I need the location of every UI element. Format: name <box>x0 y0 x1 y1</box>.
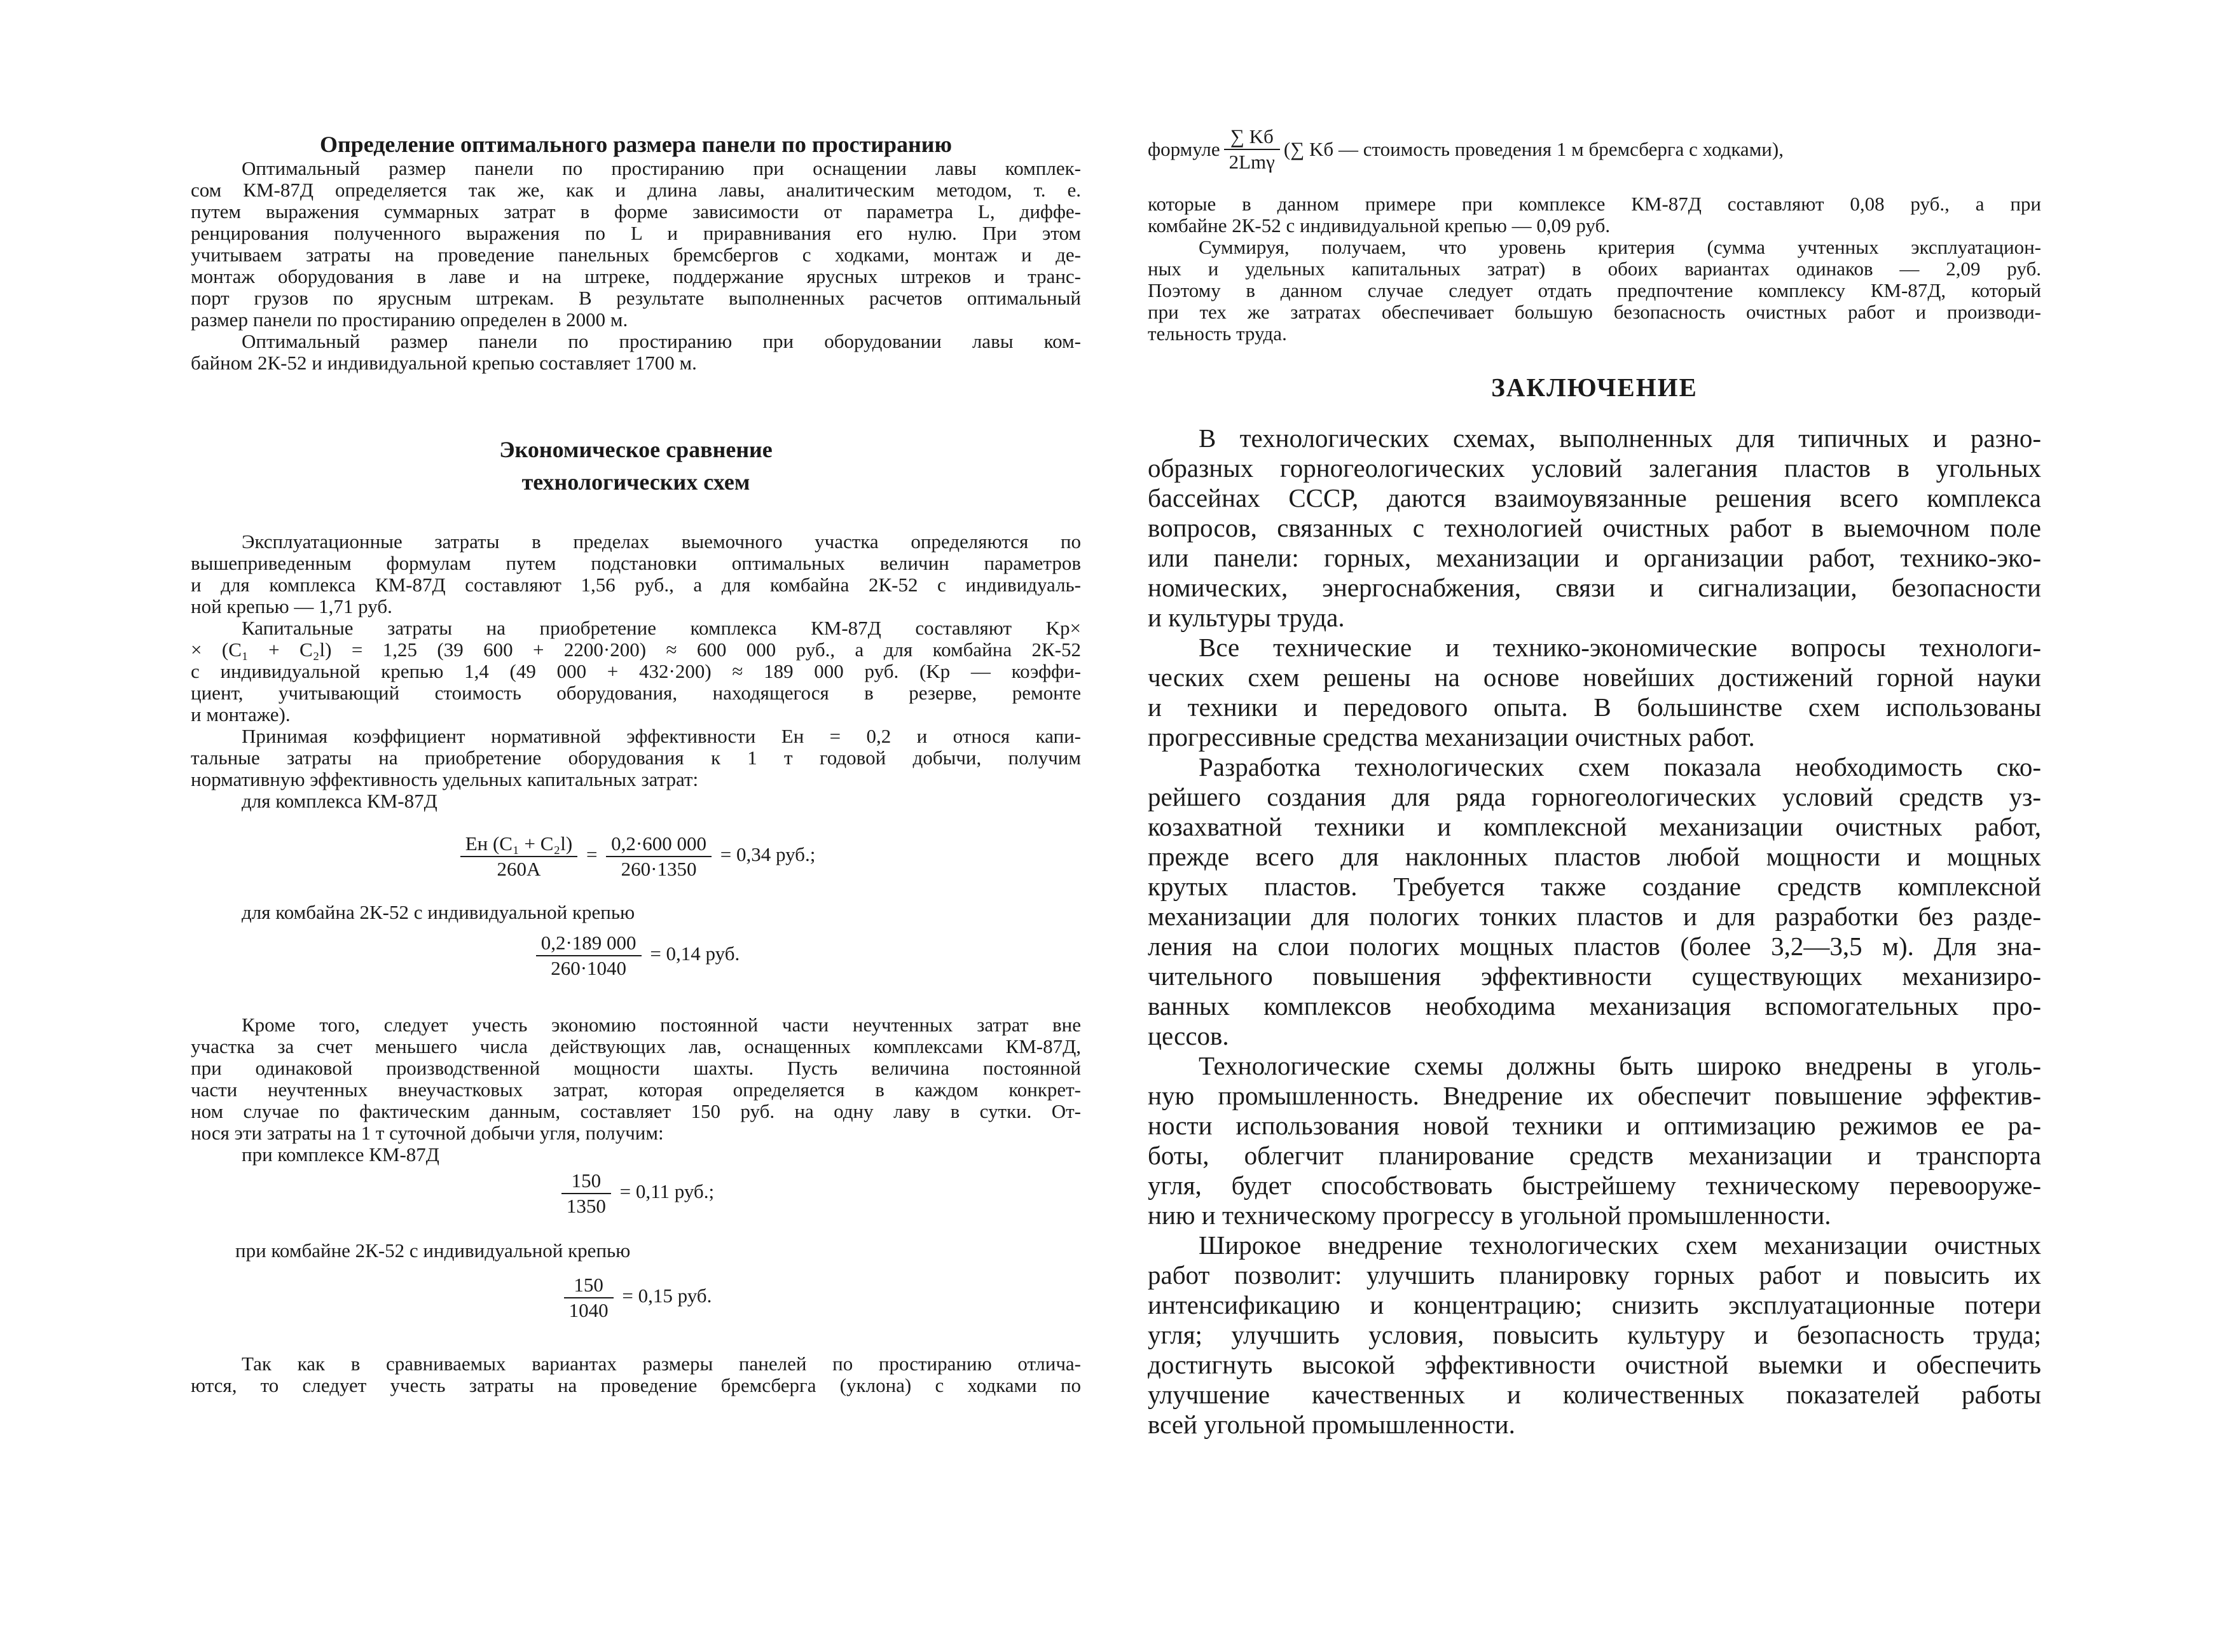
text-line: ной крепью — 1,71 руб. <box>191 595 392 617</box>
text-line: Разработка технологических схем показала необходимость ско- <box>1199 752 2041 781</box>
text-line: ренцирования полученного выражения по L и приравнивания его нулю. При этом <box>191 222 1081 244</box>
formula-prefix: формуле <box>1148 138 1220 160</box>
formula-2-label: для комбайна 2К-52 с индивидуальной крепью <box>242 901 635 923</box>
text-line: улучшение качественных и количественных показателей работы <box>1148 1380 2041 1409</box>
formula-4-result: = 0,15 руб. <box>622 1284 712 1307</box>
formula-bremsberg-numerator: ∑ Kб <box>1224 126 1280 150</box>
formula-1-denominator-values: 260·1350 <box>621 858 697 880</box>
formula-3-denominator: 1350 <box>566 1195 606 1217</box>
text-line: Эксплуатационные затраты в пределах выемочного участка определяются по <box>242 530 1081 553</box>
text-line: Поэтому в данном случае следует отдать предпочтение комплексу КМ-87Д, который <box>1148 279 2041 301</box>
conclusion-title: ЗАКЛЮЧЕНИЕ <box>1491 373 1698 402</box>
text-line: интенсификацию и концентрацию; снизить эксплуатационные потери <box>1148 1290 2041 1319</box>
text-line: козахватной техники и комплексной механизации очистных работ, <box>1148 812 2041 841</box>
text-line: образных горногеологических условий залегания пластов в угольных <box>1148 453 2041 483</box>
text-line: Кроме того, следует учесть экономию постоянной части неучтенных затрат вне <box>242 1014 1081 1036</box>
text-line: боты, облегчит планирование средств механизации и транспорта <box>1148 1141 2041 1170</box>
text-line: ных и удельных капитальных затрат) в обоих вариантах одинаков — 2,09 руб. <box>1148 258 2041 280</box>
text-line: при одинаковой производственной мощности шахты. Пусть величина постоянной <box>191 1057 1081 1079</box>
text-line: или панели: горных, механизации и организации работ, технико-эко- <box>1148 543 2041 572</box>
formula-2-numerator: 0,2·189 000 <box>536 932 642 956</box>
text-line: Все технические и технико-экономические вопросы технологи- <box>1199 633 2041 662</box>
text-line: нию и техническому прогрессу в угольной промышленности. <box>1148 1201 1831 1230</box>
section-title-panel-size: Определение оптимального размера панели по простиранию <box>319 132 953 157</box>
section-title-economic-1: Экономическое сравнение <box>499 437 773 462</box>
text-line: монтаж оборудования в лаве и на штреке, поддержание ярусных штреков и транс- <box>191 265 1081 287</box>
text-line: всей угольной промышленности. <box>1148 1410 1515 1439</box>
text-line: комбайне 2К-52 с индивидуальной крепью — 0,09 руб. <box>1148 214 1611 237</box>
text-line: участка за счет меньшего числа действующих лав, оснащенных комплексами КМ-87Д, <box>191 1035 1081 1057</box>
text-line: путем выражения суммарных затрат в форме зависимости от параметра L, диффе- <box>191 200 1081 223</box>
formula-1-numerator: Eн (C₁ + C₂l) <box>460 833 578 857</box>
text-line: ванных комплексов необходима механизация вспомогательных про- <box>1148 991 2041 1021</box>
text-line: ном случае по фактическим данным, составляет 150 руб. на одну лаву в сутки. От- <box>191 1100 1081 1122</box>
formula-2-result: = 0,14 руб. <box>650 942 740 965</box>
text-line: и техники и передового опыта. В большинстве схем использованы <box>1148 692 2041 722</box>
text-line: ную промышленность. Внедрение их обеспечит повышение эффектив- <box>1148 1081 2041 1110</box>
text-line: размер панели по простиранию определен в 2000 м. <box>191 308 628 331</box>
text-line: для комплекса КМ-87Д <box>242 790 437 812</box>
text-line: Принимая коэффициент нормативной эффективности Eн = 0,2 и относя капи- <box>242 725 1081 747</box>
text-line: Капитальные затраты на приобретение комплекса КМ-87Д составляют Kр× <box>242 617 1081 639</box>
text-line: ности использования новой техники и оптимизацию режимов ее ра- <box>1148 1111 2041 1140</box>
text-line: нормативную эффективность удельных капитальных затрат: <box>191 768 699 790</box>
text-line: с индивидуальной крепью 1,4 (49 000 + 432·200) ≈ 189 000 руб. (Kр — коэффи- <box>191 660 1081 682</box>
text-line: нося эти затраты на 1 т суточной добычи угля, получим: <box>191 1122 664 1144</box>
text-line: сом КМ-87Д определяется так же, как и длина лавы, аналитическим методом, т. е. <box>191 179 1081 201</box>
text-line: учитываем затраты на проведение панельных бремсбергов с ходками, монтаж и де- <box>191 244 1081 266</box>
formula-1-denominator: 260A <box>497 858 541 880</box>
text-line: В технологических схемах, выполненных для типичных и разно- <box>1199 423 2041 453</box>
text-line: рейшего создания для ряда горногеологических условий средств уз- <box>1148 782 2041 811</box>
text-line: × (C₁ + C₂l) = 1,25 (39 600 + 2200·200) ≈ 600 000 руб., а для комбайна 2К-52 <box>191 638 1081 661</box>
text-line: ются, то следует учесть затраты на проведение бремсберга (уклона) с ходками по <box>191 1374 1081 1396</box>
text-line: и для комплекса КМ-87Д составляют 1,56 руб., а для комбайна 2К-52 с индивидуаль- <box>191 574 1081 596</box>
text-line: Оптимальный размер панели по простиранию при оборудовании лавы ком- <box>242 330 1081 352</box>
text-line: Технологические схемы должны быть широко внедрены в уголь- <box>1199 1051 2041 1080</box>
text-line: угля; улучшить условия, повысить культуру и безопасность труда; <box>1148 1320 2041 1349</box>
text-line: вопросов, связанных с технологией очистных работ в выемочном поле <box>1148 513 2041 542</box>
text-line: части неучтенных внеучастковых затрат, которая определяется в каждом конкрет- <box>191 1078 1081 1101</box>
text-line: угля, будет способствовать быстрейшему техническому перевооруже- <box>1148 1171 2041 1200</box>
formula-suffix: (∑ Kб — стоимость проведения 1 м бремсберга с ходками), <box>1283 138 1784 160</box>
formula-2-denominator: 260·1040 <box>551 957 627 979</box>
text-line: Широкое внедрение технологических схем механизации очистных <box>1199 1230 2041 1260</box>
formula-bremsberg <box>1148 126 2041 173</box>
text-line: цессов. <box>1148 1021 1229 1050</box>
formula-3-numerator: 150 <box>561 1170 611 1194</box>
text-line: работ позволит: улучшить планировку горных работ и повысить их <box>1148 1260 2041 1290</box>
text-line: порт грузов по ярусным штрекам. В результате выполненных расчетов оптимальный <box>191 287 1081 309</box>
formula-complex-km87d: $\frac{\text{Eн (C₁ + C₂l)}}{260A}$ = $\frac{0,2\cdot 600 000}{260\cdot 1350}$ = 0,34 руб.; <box>191 833 1081 880</box>
text-line: и культуры труда. <box>1148 603 1345 632</box>
formula-4 <box>191 1274 1081 1321</box>
text-line: механизации для пологих тонких пластов и для разработки без разде- <box>1148 902 2041 931</box>
text-line: прежде всего для наклонных пластов любой мощности и мощных <box>1148 842 2041 871</box>
text-line: Так как в сравниваемых вариантах размеры панелей по простиранию отлича- <box>242 1353 1081 1375</box>
text-line: Оптимальный размер панели по простиранию при оснащении лавы комплек- <box>242 157 1081 179</box>
formula-1-numerator-values: 0,2·600 000 <box>606 833 712 857</box>
text-line: и монтаже). <box>191 703 291 726</box>
text-line: байном 2К-52 и индивидуальной крепью составляет 1700 м. <box>191 352 697 374</box>
text-line: вышеприведенным формулам путем подстановки оптимальных величин параметров <box>191 552 1081 574</box>
formula-3-result: = 0,11 руб.; <box>619 1180 715 1203</box>
text-line: номических, энергоснабжения, связи и сигнализации, безопасности <box>1148 573 2041 602</box>
text-line: Суммируя, получаем, что уровень критерия (сумма учтенных эксплуатацион- <box>1199 236 2041 258</box>
text-line: при комплексе КМ-87Д <box>242 1143 439 1166</box>
formula-bremsberg-denominator: 2Lmγ <box>1228 151 1275 173</box>
text-line: ления на слои пологих мощных пластов (более 3,2—3,5 м). Для зна- <box>1148 932 2041 961</box>
text-line: тельность труда. <box>1148 322 1287 345</box>
formula-4-numerator: 150 <box>564 1274 614 1298</box>
text-line: крутых пластов. Требуется также создание средств комплексной <box>1148 872 2041 901</box>
formula-4-label: при комбайне 2К-52 с индивидуальной крепью <box>235 1239 631 1262</box>
formula-4-denominator: 1040 <box>568 1299 609 1321</box>
text-line: циент, учитывающий стоимость оборудования, находящегося в резерве, ремонте <box>191 682 1081 704</box>
formula-3 <box>191 1170 1081 1217</box>
text-line: которые в данном примере при комплексе КМ-87Д составляют 0,08 руб., а при <box>1148 193 2041 215</box>
text-line: прогрессивные средства механизации очистных работ. <box>1148 722 1755 752</box>
text-line: достигнуть высокой эффективности очистной выемки и обеспечить <box>1148 1350 2041 1379</box>
formula-1-result: = 0,34 руб.; <box>720 843 816 866</box>
text-line: тальные затраты на приобретение оборудования к 1 т годовой добычи, получим <box>191 747 1081 769</box>
text-line: ческих схем решены на основе новейших достижений горной науки <box>1148 663 2041 692</box>
formula-combine-2k52 <box>191 932 1081 979</box>
text-line: при тех же затратах обеспечивает большую безопасность очистных работ и производи- <box>1148 301 2041 323</box>
text-line: бассейнах СССР, даются взаимоувязанные решения всего комплекса <box>1148 483 2041 513</box>
text-line: чительного повышения эффективности существующих механизиро- <box>1148 961 2041 991</box>
section-title-economic-2: технологических схем <box>521 469 750 495</box>
